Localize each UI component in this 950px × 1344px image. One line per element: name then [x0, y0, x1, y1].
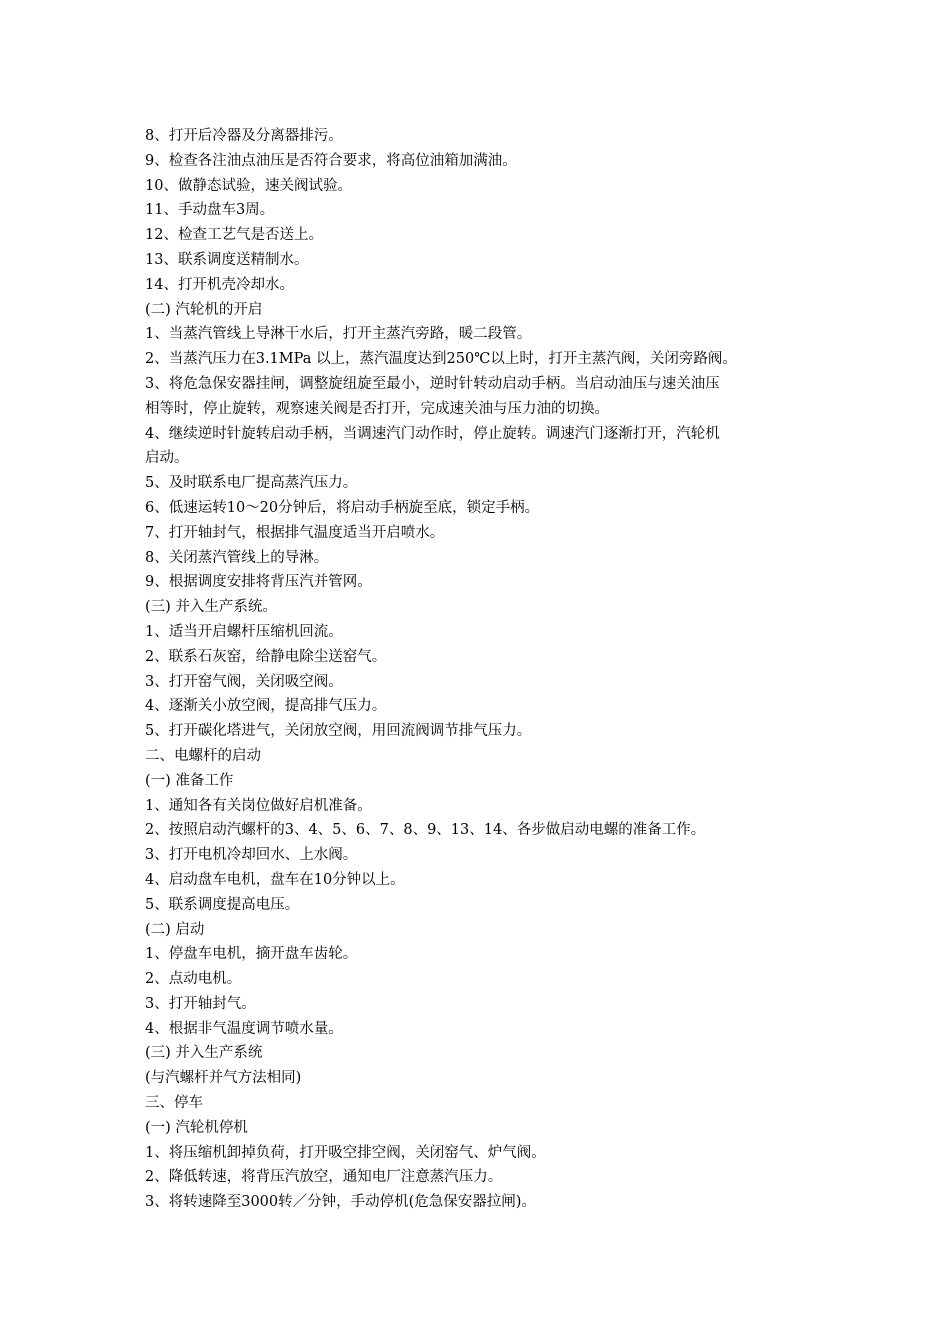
- text-line: 11、手动盘车3周。: [145, 202, 275, 219]
- text-line: (与汽螺杆并气方法相同): [145, 1070, 302, 1087]
- text-line: 4、启动盘车电机，盘车在10分钟以上。: [145, 871, 405, 888]
- text-line: 5、打开碳化塔进气，关闭放空阀，用回流阀调节排气压力。: [145, 723, 532, 740]
- text-line: (三) 并入生产系统。: [145, 599, 277, 616]
- text-line: 9、根据调度安排将背压汽并管网。: [145, 574, 372, 591]
- text-line: 二、电螺杆的启动: [145, 747, 261, 764]
- text-line: 2、点动电机。: [145, 971, 242, 988]
- text-line: 6、低速运转10～20分钟后，将启动手柄旋至底，锁定手柄。: [145, 499, 540, 516]
- text-line: (二) 汽轮机的开启: [145, 301, 263, 318]
- document-body: [145, 124, 817, 1215]
- text-line: 3、打开轴封气。: [145, 995, 256, 1012]
- text-line: 3、将危急保安器挂闸，调整旋纽旋至最小，逆时针转动启动手柄。当启动油压与速关油压: [145, 375, 720, 392]
- text-line: 3、将转速降至3000转／分钟，手动停机(危急保安器拉闸)。: [145, 1194, 536, 1211]
- text-line: 2、降低转速，将背压汽放空，通知电厂注意蒸汽压力。: [145, 1169, 503, 1186]
- text-line: 7、打开轴封气，根据排气温度适当开启喷水。: [145, 524, 445, 541]
- text-line: 8、打开后冷器及分离器排污。: [145, 128, 343, 144]
- text-line: 5、及时联系电厂提高蒸汽压力。: [145, 475, 358, 492]
- text-line: 1、当蒸汽管线上导淋干水后，打开主蒸汽旁路，暖二段管。: [145, 326, 532, 343]
- text-line: 1、通知各有关岗位做好启机准备。: [145, 797, 372, 814]
- text-line: 8、关闭蒸汽管线上的导淋。: [145, 549, 329, 566]
- text-line: 2、按照启动汽螺杆的3、4、5、6、7、8、9、13、14、各步做启动电螺的准备工作。: [145, 822, 706, 839]
- text-line: 4、根据非气温度调节喷水量。: [145, 1020, 343, 1037]
- text-line: 12、检查工艺气是否送上。: [145, 227, 323, 244]
- text-line: 13、联系调度送精制水。: [145, 251, 309, 268]
- text-line: 10、做静态试验，速关阀试验。: [145, 177, 352, 194]
- text-line: 1、将压缩机卸掉负荷，打开吸空排空阀，关闭窑气、炉气阀。: [145, 1144, 546, 1161]
- text-line: (一) 汽轮机停机: [145, 1119, 248, 1136]
- text-line: 2、联系石灰窑，给静电除尘送窑气。: [145, 648, 387, 665]
- text-line: 14、打开机壳冷却水。: [145, 276, 294, 293]
- text-line: 1、停盘车电机，摘开盘车齿轮。: [145, 946, 358, 963]
- text-line: 3、打开窑气阀，关闭吸空阀。: [145, 673, 343, 690]
- text-line: 4、继续逆时针旋转启动手柄，当调速汽门动作时，停止旋转。调速汽门逐渐打开，汽轮机: [145, 425, 720, 442]
- text-line: 1、适当开启螺杆压缩机回流。: [145, 623, 343, 640]
- text-line: 启动。: [145, 450, 189, 467]
- text-line: (三) 并入生产系统: [145, 1045, 263, 1062]
- text-line: 三、停车: [145, 1095, 203, 1112]
- text-line: 2、当蒸汽压力在3.1MPa 以上，蒸汽温度达到250℃以上时，打开主蒸汽阀，关闭旁路阀。: [145, 351, 737, 368]
- text-line: 3、打开电机冷却回水、上水阀。: [145, 847, 358, 864]
- text-line: (一) 准备工作: [145, 772, 234, 789]
- text-line: 相等时，停止旋转，观察速关阀是否打开，完成速关油与压力油的切换。: [145, 400, 609, 417]
- text-line: (二) 启动: [145, 921, 205, 938]
- text-line: 9、检查各注油点油压是否符合要求，将高位油箱加满油。: [145, 152, 517, 169]
- text-line: 5、联系调度提高电压。: [145, 896, 300, 913]
- text-line: 4、逐渐关小放空阀，提高排气压力。: [145, 698, 387, 715]
